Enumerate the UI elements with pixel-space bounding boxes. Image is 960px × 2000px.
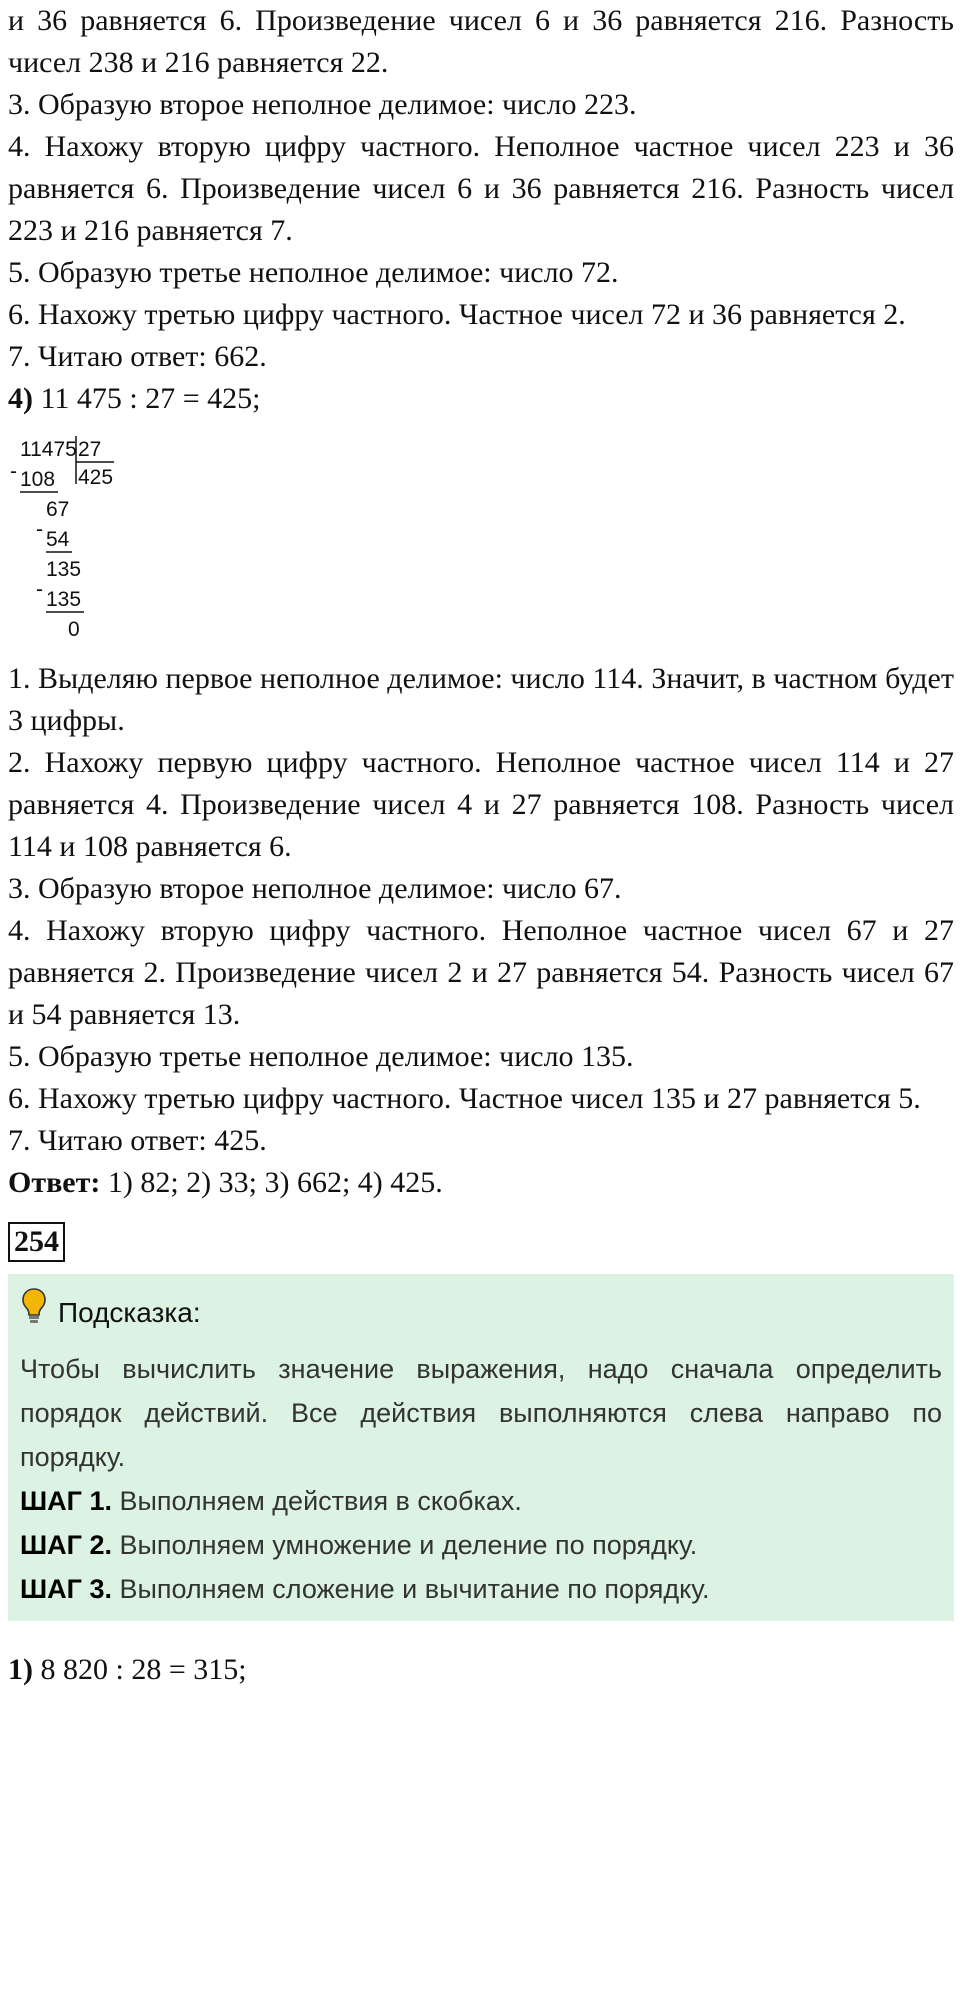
- division-divisor: 27: [78, 438, 102, 461]
- division-step: 108: [20, 468, 56, 491]
- example-4-heading: [8, 378, 954, 420]
- paragraph: 7. Читаю ответ: 425.: [8, 1124, 267, 1157]
- step-text: Выполняем действия в скобках.: [111, 1486, 522, 1516]
- division-dividend: 11475: [20, 438, 77, 461]
- steps-bottom: [8, 658, 954, 1162]
- step-label: ШАГ 1.: [20, 1486, 112, 1516]
- hint-text: Чтобы вычислить значение выражения, надо сначала определить порядок действий. Все действия выполняются слева направо по порядку.: [20, 1354, 942, 1472]
- paragraph: 3. Образую второе неполное делимое: число 223.: [8, 88, 637, 121]
- document-page: [8, 0, 954, 1691]
- steps-top: [8, 0, 954, 378]
- hint-title: Подсказка:: [58, 1296, 201, 1328]
- division-step: 67: [46, 498, 70, 521]
- hint-header: [20, 1286, 942, 1339]
- long-division: [8, 432, 954, 644]
- hint-step-2: [20, 1523, 942, 1567]
- answer-text: 1) 82; 2) 33; 3) 662; 4) 425.: [100, 1166, 443, 1199]
- paragraph: 3. Образую второе неполное делимое: число 67.: [8, 872, 622, 905]
- hint-step-1: [20, 1479, 942, 1523]
- example-number: 1): [8, 1653, 33, 1686]
- division-step: 135: [46, 588, 82, 611]
- division-remainder: 0: [68, 618, 80, 641]
- example-expression: 11 475 : 27 = 425;: [33, 382, 261, 415]
- paragraph: 7. Читаю ответ: 662.: [8, 340, 267, 373]
- lightbulb-icon: [20, 1286, 58, 1339]
- answer-label: Ответ:: [8, 1166, 101, 1199]
- division-quotient: 425: [78, 466, 114, 489]
- example-expression: 8 820 : 28 = 315;: [33, 1653, 247, 1686]
- example-1-heading: [8, 1649, 954, 1691]
- step-text: Выполняем сложение и вычитание по порядку.: [111, 1574, 710, 1604]
- hint-box: [8, 1274, 954, 1621]
- minus-sign: -: [10, 460, 17, 483]
- division-step: 54: [46, 528, 70, 551]
- paragraph: 6. Нахожу третью цифру частного. Частное чисел 72 и 36 равняется 2.: [8, 298, 906, 331]
- paragraph: и 36 равняется 6. Произведение чисел 6 и 36 равняется 216. Разность чисел 238 и 216 равняется 22.: [8, 4, 954, 79]
- step-label: ШАГ 2.: [20, 1530, 112, 1560]
- paragraph: 4. Нахожу вторую цифру частного. Неполное частное чисел 67 и 27 равняется 2. Произведение чисел 2 и 27 равняется 54. Разность чисел 67 и 54 равняется 13.: [8, 914, 954, 1031]
- paragraph: 2. Нахожу первую цифру частного. Неполное частное чисел 114 и 27 равняется 4. Произведение чисел 4 и 27 равняется 108. Разность чисел 114 и 108 равняется 6.: [8, 746, 954, 863]
- division-step: 135: [46, 558, 82, 581]
- paragraph: 6. Нахожу третью цифру частного. Частное чисел 135 и 27 равняется 5.: [8, 1082, 921, 1115]
- step-text: Выполняем умножение и деление по порядку.: [111, 1530, 698, 1560]
- example-number: 4): [8, 382, 33, 415]
- hint-step-3: [20, 1567, 942, 1611]
- long-division-figure: [8, 432, 148, 644]
- answer-line: [8, 1162, 954, 1204]
- minus-sign: -: [36, 578, 43, 601]
- task-number-badge: 254: [8, 1222, 65, 1262]
- minus-sign: -: [36, 518, 43, 541]
- step-label: ШАГ 3.: [20, 1574, 112, 1604]
- paragraph: 1. Выделяю первое неполное делимое: число 114. Значит, в частном будет 3 цифры.: [8, 662, 954, 737]
- lightbulb-svg: [20, 1286, 48, 1326]
- paragraph: 4. Нахожу вторую цифру частного. Неполное частное чисел 223 и 36 равняется 6. Произведение чисел 6 и 36 равняется 216. Разность чисел 223 и 216 равняется 7.: [8, 130, 954, 247]
- paragraph: 5. Образую третье неполное делимое: число 135.: [8, 1040, 634, 1073]
- paragraph: 5. Образую третье неполное делимое: число 72.: [8, 256, 619, 289]
